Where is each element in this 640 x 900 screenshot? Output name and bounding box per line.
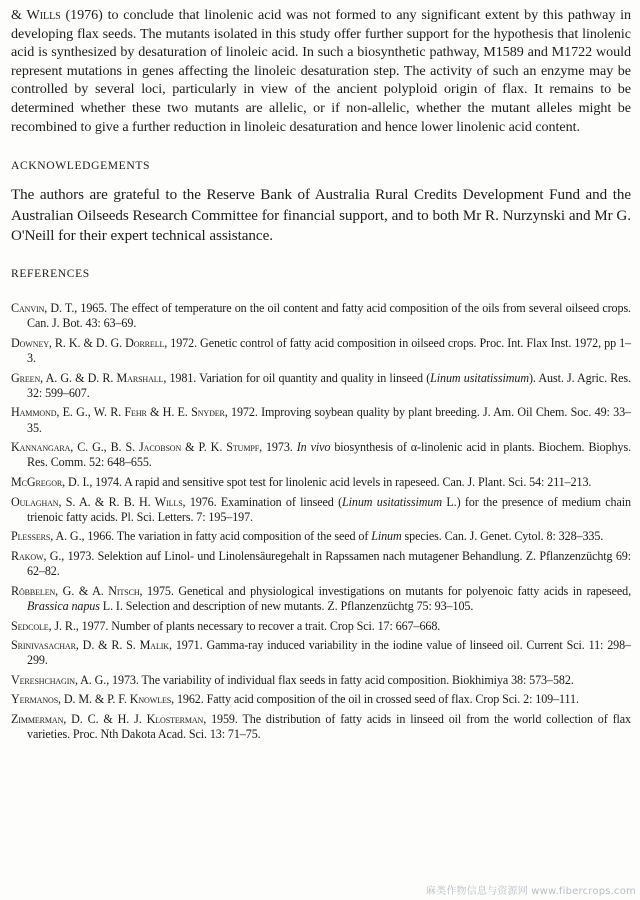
reference-authors: Vereshchagin, A. G. (11, 672, 107, 687)
reference-text-tail: species. Can. J. Genet. Cytol. 8: 328–335. (401, 529, 604, 544)
reference-authors: Srinivasachar, D. & R. S. Malik (11, 638, 169, 653)
reference-italic: Linum usitatissimum (430, 370, 529, 385)
reference-item (11, 301, 631, 331)
reference-text: , 1973. Selektion auf Linol- und Linolensäuregehalt in Rapssamen nach mutagener Behandlung. Z. Pflanzenzüchtg 69: 62–82. (27, 548, 631, 579)
reference-authors: Downey, R. K. & D. G. Dorrell (11, 335, 165, 350)
reference-authors: McGregor, D. I. (11, 474, 90, 489)
reference-text-tail: L.) for the presence of medium chain trienoic fatty acids. Pl. Sci. Letters. 7: 195–197. (27, 494, 631, 524)
reference-item (11, 619, 631, 634)
paragraph-text: (1976) to conclude that linolenic acid was not formed to any significant extent by this pathway in developing flax seeds. The mutants isolated in this study offer further support for the hypothesis that linolenic acid is synthesized by desaturation of linoleic acid. In such a biosynthetic pathway, M1589 and M1722 would represent mutations in genes affecting the linoleic desaturation step. The activity of such an enzyme may be controlled by several loci, particularly in view of the ancient polyploid origin of flax. It remains to be determined whether these two mutants are allelic, or if non-allelic, whether the mutant alleles might be recombined to give a further reduction in linoleic desaturation and hence lower linolenic acid content. (11, 7, 632, 135)
references-heading: REFERENCES (11, 266, 90, 280)
reference-text: , 1973. The variability of individual flax seeds in fatty acid composition. Biokhimiya 38: 573–582. (106, 672, 574, 687)
reference-italic: Linum (371, 529, 402, 544)
reference-item (11, 440, 631, 470)
reference-authors: Plessers, A. G. (11, 529, 82, 544)
reference-authors: Sedcole, J. R. (11, 618, 76, 633)
reference-text: , 1972. Genetic control of fatty acid composition in oilseed crops. Proc. Int. Flax Inst. 1972, pp 1–3. (27, 335, 631, 365)
reference-list (11, 301, 631, 743)
paragraph-lead-authors: & Wills (11, 7, 61, 23)
reference-text: , 1973. (259, 440, 297, 455)
reference-text: , 1965. The effect of temperature on the oil content and fatty acid composition of the oils from several oilseed crops. Can. J. Bot. 43: 63–69. (27, 300, 631, 331)
reference-authors: Zimmerman, D. C. & H. J. Klosterman (11, 712, 204, 727)
reference-item (11, 495, 631, 525)
reference-item (11, 405, 631, 435)
reference-text-tail: biosynthesis of α-linolenic acid in plants. Biochem. Biophys. Res. Comm. 52: 648–655. (27, 440, 631, 470)
reference-text: , 1962. Fatty acid composition of the oil in crossed seed of flax. Crop Sci. 2: 109–111. (171, 692, 579, 707)
reference-italic: Brassica napus (27, 598, 100, 613)
reference-item (11, 549, 631, 579)
discussion-paragraph (11, 6, 631, 136)
reference-authors: Yermanos, D. M. & P. F. Knowles (11, 692, 172, 707)
reference-item (11, 475, 631, 490)
reference-text: , 1976. Examination of linseed ( (182, 494, 342, 509)
reference-text: , 1974. A rapid and sensitive spot test for linolenic acid levels in rapeseed. Can. J. Plant. Sci. 54: 211–213. (89, 474, 592, 489)
reference-item (11, 529, 631, 544)
reference-item (11, 673, 631, 688)
reference-authors: Hammond, E. G., W. R. Fehr & H. E. Snyder (11, 405, 225, 420)
reference-text: , 1975. Genetical and physiological investigations on mutants for polyenoic fatty acids in rapeseed, (139, 583, 631, 598)
reference-item (11, 712, 631, 742)
reference-text: , 1972. Improving soybean quality by plant breeding. J. Am. Oil Chem. Soc. 49: 33–35. (27, 405, 631, 435)
reference-item (11, 638, 631, 668)
acknowledgements-paragraph: The authors are grateful to the Reserve Bank of Australia Rural Credits Development Fund and the Australian Oilseeds Research Committee for financial support, and to both Mr R. Nurzynski and Mr G. O'Neill for their expert technical assistance. (11, 187, 631, 245)
reference-item (11, 336, 631, 366)
reference-item (11, 371, 631, 401)
reference-authors: Röbbelen, G. & A. Nitsch (11, 583, 140, 598)
reference-italic: In vivo (296, 440, 331, 455)
reference-authors: Green, A. G. & D. R. Marshall (11, 370, 164, 385)
reference-authors: Canvin, D. T. (11, 300, 75, 315)
acknowledgements-heading: ACKNOWLEDGEMENTS (11, 159, 151, 173)
reference-text: , 1971. Gamma-ray induced variability in the iodine value of linseed oil. Current Sci. 11: 298–299. (27, 638, 631, 668)
reference-authors: Kannangara, C. G., B. S. Jacobson & P. K. Stumpf (11, 440, 260, 455)
reference-text: , 1966. The variation in fatty acid composition of the seed of (81, 529, 372, 544)
reference-item (11, 692, 631, 707)
reference-text-tail: L. I. Selection and description of new mutants. Z. Pflanzenzüchtg 75: 93–105. (99, 598, 474, 613)
reference-authors: Rakow, G. (11, 548, 62, 563)
reference-italic: Linum usitatissimum (342, 494, 442, 509)
reference-text: , 1981. Variation for oil quantity and quality in linseed ( (163, 370, 431, 385)
reference-text: , 1977. Number of plants necessary to recover a trait. Crop Sci. 17: 667–668. (75, 618, 441, 633)
reference-authors: Oulaghan, S. A. & R. B. H. Wills (11, 494, 183, 509)
reference-item (11, 584, 631, 614)
reference-text: , 1959. The distribution of fatty acids in linseed oil from the world collection of flax varieties. Proc. Nth Dakota Acad. Sci. 13: 71–75. (27, 712, 632, 742)
watermark: 麻类作物信息与资源网 www.fibercrops.com (425, 886, 636, 897)
reference-text-tail: ). Aust. J. Agric. Res. 32: 599–607. (27, 370, 631, 400)
